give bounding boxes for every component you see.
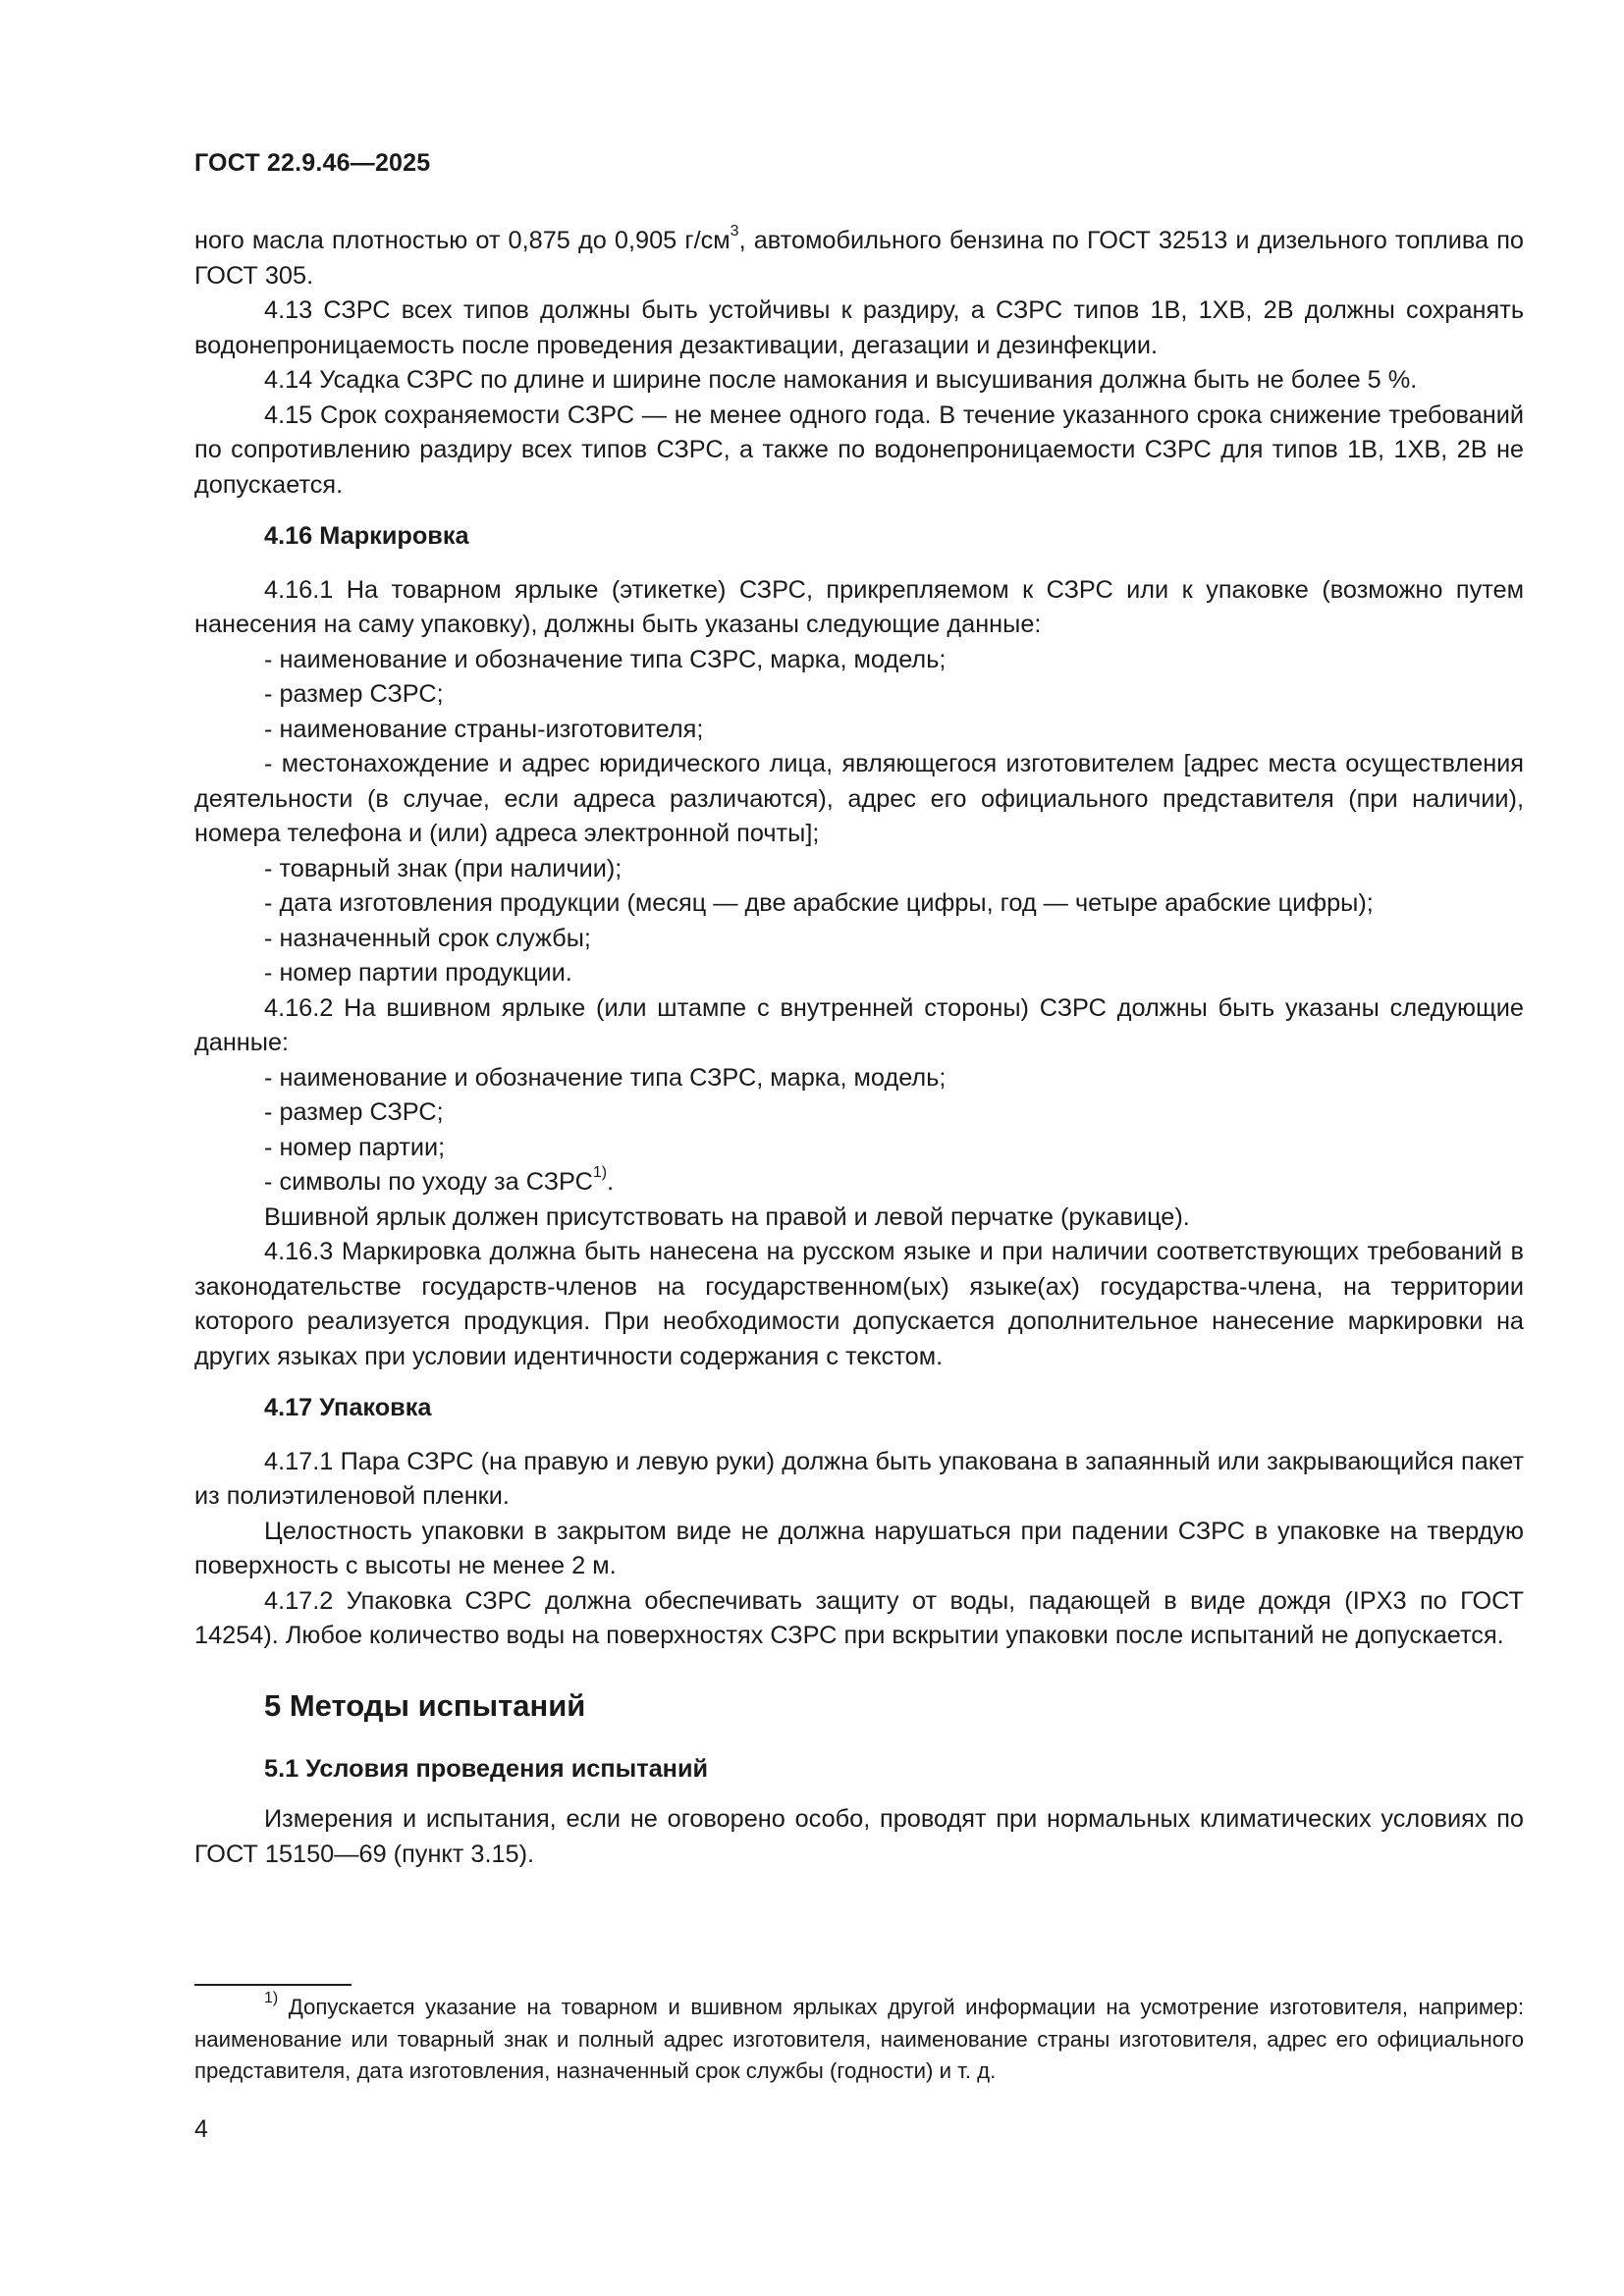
paragraph-4-15: 4.15 Срок сохраняемости СЗРС — не менее одного года. В течение указанного срока снижение требований по сопротивлению раздиру всех типов СЗРС, а также по водонепроницаемости СЗРС для типов 1В, 1ХВ, 2В не допускается. xyxy=(194,400,1524,499)
paragraph-continuation xyxy=(194,224,1524,294)
document-header: ГОСТ 22.9.46—2025 xyxy=(194,149,431,177)
superscript: 3 xyxy=(730,222,739,240)
paragraph-5-1: Измерения и испытания, если не оговорено особо, проводят при нормальных климатических условиях по ГОСТ 15150—69 (пункт 3.15). xyxy=(194,1805,1524,1868)
list-item: - наименование страны-изготовителя; xyxy=(264,715,704,743)
heading-section-5: 5 Методы испытаний xyxy=(264,1687,586,1723)
paragraph-label: Вшивной ярлык должен присутствовать на правой и левой перчатке (рукавице). xyxy=(264,1202,1190,1231)
heading-5-1: 5.1 Условия проведения испытаний xyxy=(264,1754,709,1783)
page-number: 4 xyxy=(194,2115,208,2143)
list-item: - номер партии продукции. xyxy=(264,959,572,987)
text-span: . xyxy=(607,1168,615,1196)
list-item: - размер СЗРС; xyxy=(264,680,444,708)
paragraph-4-17-2: 4.17.2 Упаковка СЗРС должна обеспечивать защиту от воды, падающей в виде дождя (IPX3 по ГОСТ 14254). Любое количество воды на поверхностях СЗРС при вскрытии упаковки после испытаний не допускается. xyxy=(194,1586,1524,1649)
list-item xyxy=(194,1165,1524,1201)
footnote-divider xyxy=(194,1984,352,1986)
list-item: - дата изготовления продукции (месяц — две арабские цифры, год — четыре арабские цифры); xyxy=(264,889,1374,917)
footnote xyxy=(194,1989,1524,2088)
list-item: - местонахождение и адрес юридического лица, являющегося изготовителем [адрес места осуществления деятельности (в случае, если адреса различаются), адрес его официального представителя (при наличии), номера телефона и (или) адреса электронной почты]; xyxy=(194,750,1524,847)
paragraph-integrity: Целостность упаковки в закрытом виде не должна нарушаться при падении СЗРС в упаковке на твердую поверхность с высоты не менее 2 м. xyxy=(194,1517,1524,1579)
paragraph-4-16-2: 4.16.2 На вшивном ярлыке (или штампе с внутренней стороны) СЗРС должны быть указаны следующие данные: xyxy=(194,993,1524,1056)
list-item: - размер СЗРС; xyxy=(264,1098,444,1126)
paragraph-4-16-1: 4.16.1 На товарном ярлыке (этикетке) СЗРС, прикрепляемом к СЗРС или к упаковке (возможно путем нанесения на саму упаковку), должны быть указаны следующие данные: xyxy=(194,575,1524,638)
heading-4-17: 4.17 Упаковка xyxy=(264,1394,432,1421)
text-span: - символы по уходу за СЗРС xyxy=(264,1168,593,1196)
paragraph-4-13: 4.13 СЗРС всех типов должны быть устойчивы к раздиру, а СЗРС типов 1В, 1ХВ, 2В должны сохранять водонепроницаемость после проведения дезактивации, дегазации и дезинфекции. xyxy=(194,296,1524,359)
list-item: - товарный знак (при наличии); xyxy=(264,854,623,882)
list-item: - наименование и обозначение типа СЗРС, марка, модель; xyxy=(264,645,947,673)
paragraph-4-16-3: 4.16.3 Маркировка должна быть нанесена на русском языке и при наличии соответствующих требований в законодательстве государств-членов на государственном(ых) языке(ах) государства-члена, на территории которого реализуется продукция. При необходимости допускается дополнительное нанесение маркировки на других языках при условии идентичности содержания с текстом. xyxy=(194,1238,1524,1370)
paragraph-4-14: 4.14 Усадка СЗРС по длине и ширине после намокания и высушивания должна быть не более 5 %. xyxy=(264,366,1418,394)
text-span: , автомобильного бензина по ГОСТ 32513 и дизельного топлива по ГОСТ 305. xyxy=(194,227,1524,290)
list-item: - наименование и обозначение типа СЗРС, марка, модель; xyxy=(264,1063,947,1092)
text-span: Допускается указание на товарном и вшивном ярлыках другой информации на усмотрение изготовителя, например: наименование или товарный знак и полный адрес изготовителя, наименование страны изготовителя, адрес его официального представителя, дата изготовления, назначенный срок службы (годности) и т. д. xyxy=(194,1995,1524,2083)
list-item: - номер партии; xyxy=(264,1133,446,1161)
list-item: - назначенный срок службы; xyxy=(264,924,591,952)
heading-4-16: 4.16 Маркировка xyxy=(264,522,469,550)
footnote-mark: 1) xyxy=(264,1989,279,2006)
paragraph-4-17-1: 4.17.1 Пара СЗРС (на правую и левую руки) должна быть упакована в запаянный или закрывающийся пакет из полиэтиленовой пленки. xyxy=(194,1447,1524,1510)
footnote-reference: 1) xyxy=(592,1163,608,1181)
document-body xyxy=(194,224,1524,1872)
text-span: ного масла плотностью от 0,875 до 0,905 г/см xyxy=(194,227,731,254)
footnote-text xyxy=(194,1989,1524,2088)
